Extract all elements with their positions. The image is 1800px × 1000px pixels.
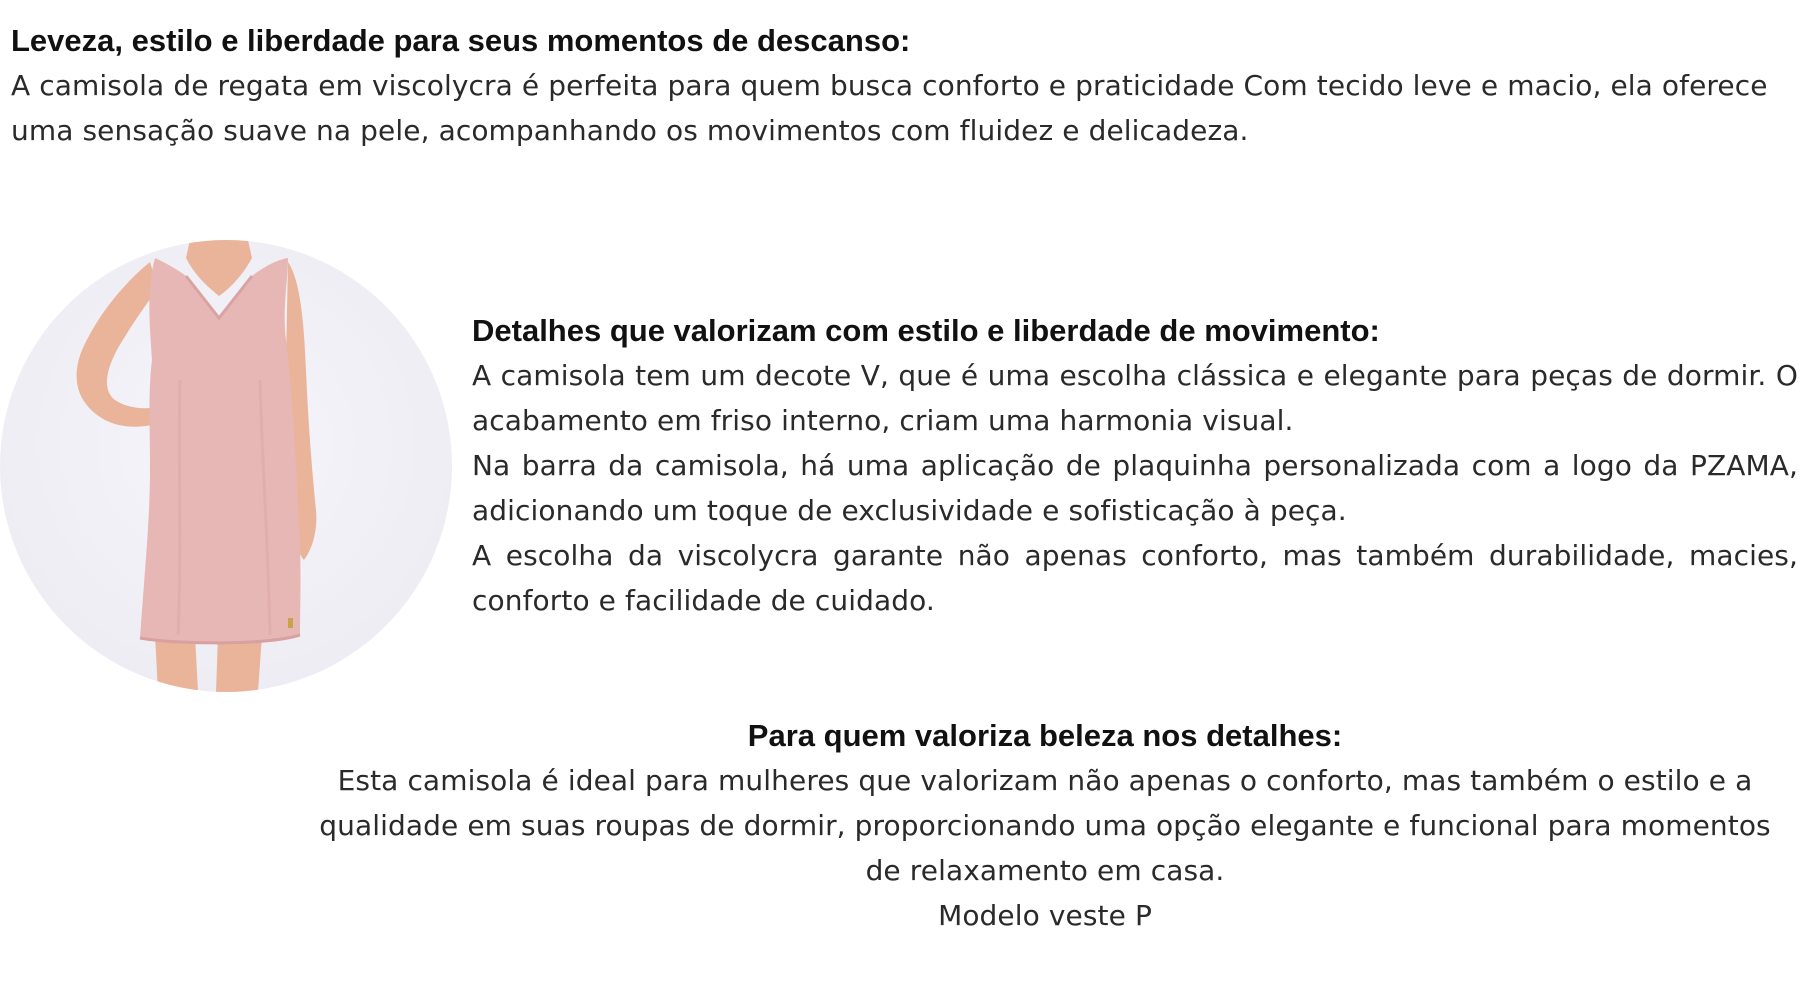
intro-heading: Leveza, estilo e liberdade para seus momentos de descanso: bbox=[11, 23, 911, 58]
model-size-note: Modelo veste P bbox=[938, 899, 1152, 932]
nightgown-fold-left bbox=[178, 380, 180, 635]
pzama-logo-plate bbox=[288, 618, 293, 628]
intro-section bbox=[11, 18, 1786, 153]
audience-text bbox=[290, 758, 1800, 938]
intro-paragraph: A camisola de regata em viscolycra é perfeita para quem busca conforto e praticidade Com tecido leve e macio, ela oferece uma sensação suave na pele, acompanhando os movimentos com fluidez e delicadeza. bbox=[11, 69, 1768, 147]
audience-paragraph: Esta camisola é ideal para mulheres que valorizam não apenas o conforto, mas também o estilo e a qualidade em suas roupas de dormir, proporcionando uma opção elegante e funcional para momentos de relaxamento em casa. bbox=[319, 764, 1771, 887]
audience-section bbox=[290, 713, 1800, 938]
details-section bbox=[472, 308, 1798, 623]
details-text bbox=[472, 353, 1798, 623]
details-paragraph-logo: Na barra da camisola, há uma aplicação de plaquinha personalizada com a logo da PZAMA, adicionando um toque de exclusividade e sofisticação à peça. bbox=[472, 449, 1798, 527]
audience-heading: Para quem valoriza beleza nos detalhes: bbox=[747, 718, 1343, 753]
details-paragraph-fabric: A escolha da viscolycra garante não apenas conforto, mas também durabilidade, macies, conforto e facilidade de cuidado. bbox=[472, 539, 1798, 617]
details-paragraph-neckline: A camisola tem um decote V, que é uma escolha clássica e elegante para peças de dormir. O acabamento em friso interno, criam uma harmonia visual. bbox=[472, 359, 1798, 437]
nightgown-model-illustration bbox=[0, 240, 452, 692]
details-heading: Detalhes que valorizam com estilo e liberdade de movimento: bbox=[472, 313, 1380, 348]
product-photo bbox=[0, 240, 452, 692]
